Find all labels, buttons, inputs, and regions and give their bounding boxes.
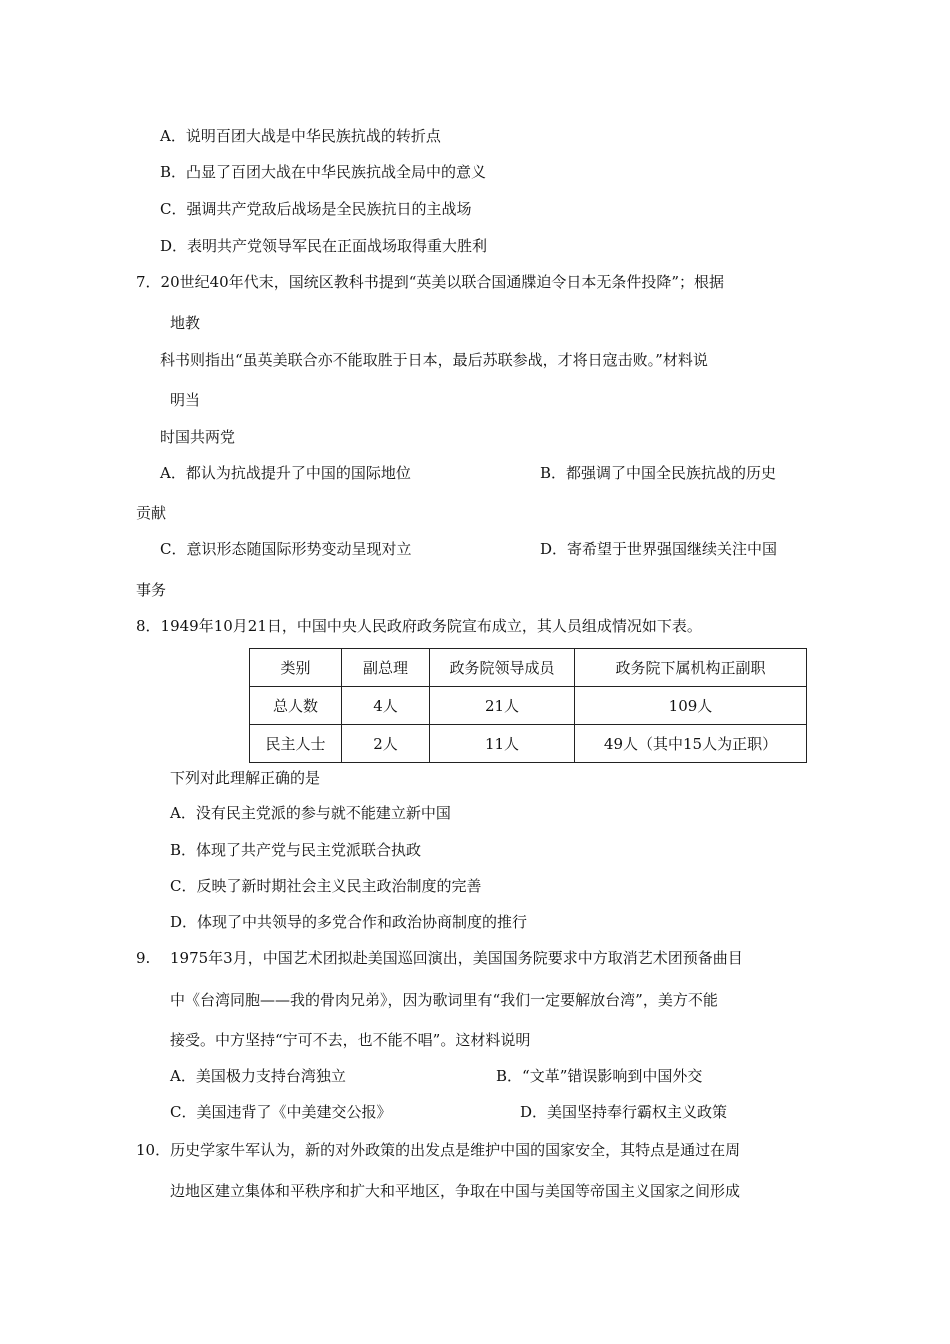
q9-option-c: C．美国违背了《中美建交公报》 [170, 1103, 392, 1121]
q10-stem-line2: 边地区建立集体和平秩序和扩大和平地区，争取在中国与美国等帝国主义国家之间形成 [170, 1182, 741, 1200]
q9-option-d: D．美国坚持奉行霸权主义政策 [520, 1103, 728, 1121]
q7-option-a: A．都认为抗战提升了中国的国际地位 [160, 464, 411, 482]
table-header-cell: 政务院下属机构正副职 [575, 649, 807, 687]
q7-stem-line5: 时国共两党 [160, 428, 236, 446]
q9-option-a: A．美国极力支持台湾独立 [170, 1067, 346, 1085]
q7-option-d: D．寄希望于世界强国继续关注中国 [540, 540, 778, 558]
q7-option-d-continued: 事务 [136, 581, 167, 599]
table-header-cell: 副总理 [342, 649, 430, 687]
q6-option-d: D．表明共产党领导军民在正面战场取得重大胜利 [160, 237, 488, 255]
table-header-row [250, 649, 807, 687]
table-cell: 2人 [342, 725, 430, 763]
q8-option-c: C．反映了新时期社会主义民主政治制度的完善 [170, 877, 482, 895]
table-header-cell: 政务院领导成员 [430, 649, 575, 687]
q8-table [249, 648, 807, 763]
q6-option-b: B．凸显了百团大战在中华民族抗战全局中的意义 [160, 163, 487, 181]
table-cell: 109人 [575, 687, 807, 725]
q7-option-c: C．意识形态随国际形势变动呈现对立 [160, 540, 412, 558]
table-row [250, 687, 807, 725]
q8-option-a: A．没有民主党派的参与就不能建立新中国 [170, 804, 451, 822]
q9-stem-line2: 中《台湾同胞——我的骨肉兄弟》，因为歌词里有“我们一定要解放台湾”，美方不能 [170, 991, 718, 1009]
q8-option-b: B．体现了共产党与民主党派联合执政 [170, 841, 422, 859]
q9-stem-line1: 1975年3月，中国艺术团拟赴美国巡回演出，美国国务院要求中方取消艺术团预备曲目 [170, 949, 743, 967]
q9-option-b: B．“文革”错误影响到中国外交 [496, 1067, 703, 1085]
q8-stem: 8．1949年10月21日，中国中央人民政府政务院宣布成立，其人员组成情况如下表。 [136, 617, 702, 635]
q6-option-c: C．强调共产党敌后战场是全民族抗日的主战场 [160, 200, 472, 218]
q8-question: 下列对此理解正确的是 [170, 769, 321, 787]
q7-stem-line2: 地教 [170, 314, 201, 332]
q6-option-a: A．说明百团大战是中华民族抗战的转折点 [160, 127, 441, 145]
table-cell: 49人（其中15人为正职） [575, 725, 807, 763]
table-header-cell: 类别 [250, 649, 342, 687]
table-cell: 4人 [342, 687, 430, 725]
table-cell: 21人 [430, 687, 575, 725]
q10-stem-line1: 10．历史学家牛军认为，新的对外政策的出发点是维护中国的国家安全，其特点是通过在周 [136, 1141, 741, 1159]
q9-stem-line3: 接受。中方坚持“宁可不去，也不能不唱”。这材料说明 [170, 1031, 531, 1049]
table-cell: 民主人士 [250, 725, 342, 763]
q7-stem-line3: 科书则指出“虽英美联合亦不能取胜于日本，最后苏联参战，才将日寇击败。”材料说 [160, 351, 708, 369]
q9-number: 9. [136, 949, 151, 967]
q7-option-b-continued: 贡献 [136, 504, 167, 522]
table-cell: 11人 [430, 725, 575, 763]
table-row [250, 725, 807, 763]
q7-option-b: B．都强调了中国全民族抗战的历史 [540, 464, 777, 482]
q7-stem-line1: 7．20世纪40年代末，国统区教科书提到“英美以联合国通牒迫令日本无条件投降”；根据 [136, 273, 725, 291]
table-cell: 总人数 [250, 687, 342, 725]
q7-stem-line4: 明当 [170, 391, 201, 409]
q8-option-d: D．体现了中共领导的多党合作和政治协商制度的推行 [170, 913, 528, 931]
